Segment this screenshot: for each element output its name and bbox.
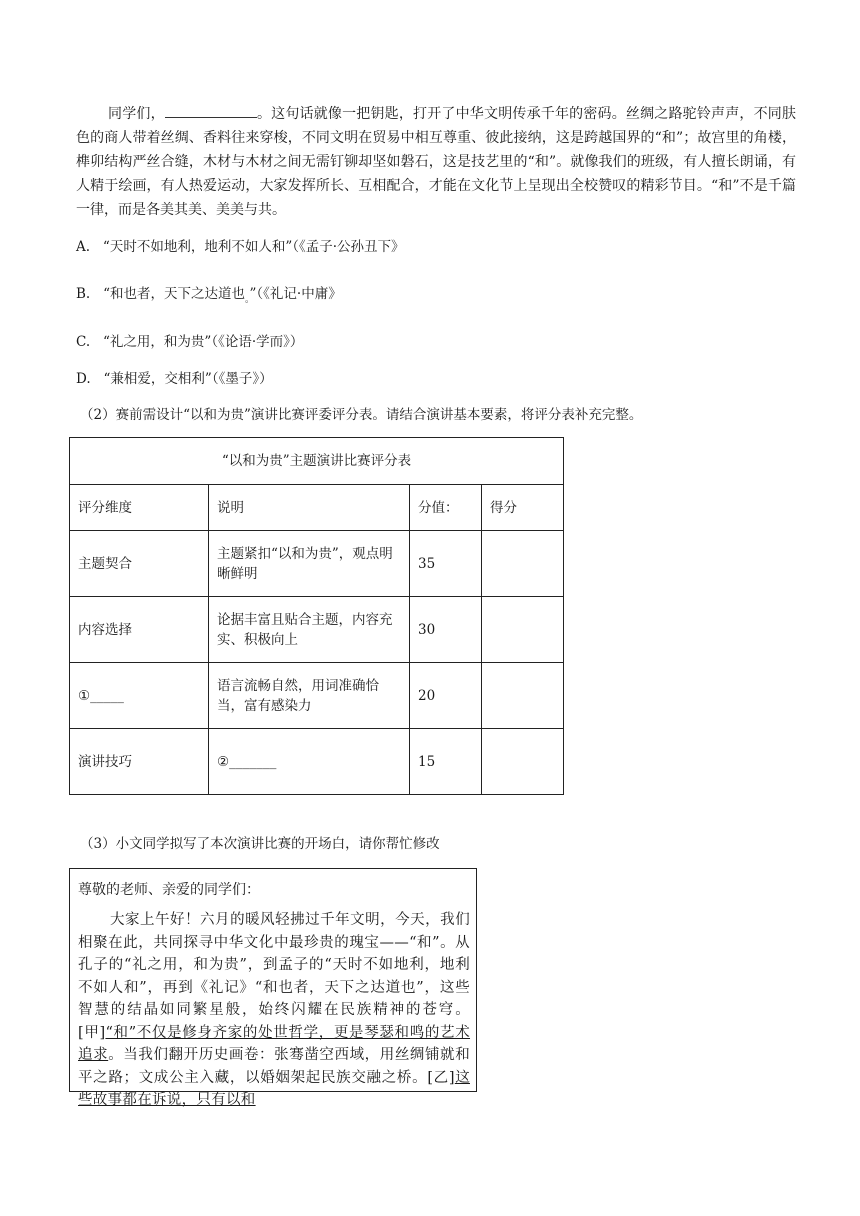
fill-blank [165,103,257,118]
yi-marker: [乙] [427,1069,455,1086]
table-row [70,729,564,795]
row-got[interactable] [482,597,564,663]
option-text: “礼之用，和为贵”（《论语·学而》） [103,334,304,350]
option-letter: C. [76,334,91,350]
option-text-end: ”（《礼记·中庸》 [249,286,342,302]
header-description: 说明 [209,485,410,531]
row-dimension: 内容选择 [70,597,209,663]
option-a [76,235,405,255]
row-score: 20 [410,663,482,729]
passage-start: 同学们， [108,106,165,122]
speech-salutation: 尊敬的老师、亲爱的同学们： [78,882,260,898]
option-letter: A. [76,239,91,255]
speech-part2: 。当我们翻开历史画卷：张骞凿空西域，用丝绸铺就和平之路；文成公主入藏，以婚姻架起民族交融之桥。 [78,1047,470,1086]
row-got[interactable] [482,663,564,729]
header-got: 得分 [482,485,564,531]
row-description[interactable]: ②_______ [209,729,410,795]
option-c [76,330,303,350]
jia-marker: [甲] [78,1024,106,1041]
option-text: “和也者，天下之达道也 [103,286,245,302]
jia-sentence: “和”不仅是修身齐家的处世哲学，更是琴瑟和鸣的艺术追求 [78,1024,471,1063]
question-2: （2）赛前需设计“以和为贵”演讲比赛评委评分表。请结合演讲基本要素，将评分表补充完整。 [80,407,643,423]
option-d [76,367,273,387]
row-dimension: 主题契合 [70,531,209,597]
score-table [69,437,564,795]
speech-box [69,868,477,1108]
option-text: “兼相爱，交相利”（《墨子》） [103,371,273,387]
table-row [70,531,564,597]
row-description: 论据丰富且贴合主题，内容充实、积极向上 [209,597,410,663]
row-dimension[interactable]: ①_____ [70,663,209,729]
option-b [76,282,342,305]
table-title: “以和为贵”主题演讲比赛评分表 [70,438,564,485]
table-row [70,663,564,729]
passage-rest: 。这句话就像一把钥匙，打开了中华文明传承千年的密码。丝绸之路驼铃声声，不同肤色的商人带着丝绸、香料往来穿梭，不同文明在贸易中相互尊重、彼此接纳，这是跨越国界的“和”；故宫里的角楼，榫卯结构严丝合缝，木材与木材之间无需钉铆却坚如磐石，这是技艺里的“和”。就像我们的班级，有人擅长朗诵，有人精于绘画，有人热爱运动，大家发挥所长、互相配合，才能在文化节上呈现出全校赞叹的精彩节目。“和”不是千篇一律，而是各美其美、美美与共。 [76,106,797,218]
row-description: 语言流畅自然，用词准确恰当，富有感染力 [209,663,410,729]
option-text: “天时不如地利，地利不如人和”（《孟子·公孙丑下》 [102,239,405,255]
row-score: 30 [410,597,482,663]
yi-sentence: 这些故事都在诉说，只有以和 [78,1069,470,1108]
row-description: 主题紧扣“以和为贵”，观点明晰鲜明 [209,531,410,597]
question-3: （3）小文同学拟写了本次演讲比赛的开场白，请你帮忙修改 [80,836,440,852]
row-dimension: 演讲技巧 [70,729,209,795]
table-row [70,597,564,663]
header-score: 分值： [410,485,482,531]
header-dimension: 评分维度 [70,485,209,531]
row-score: 15 [410,729,482,795]
speech-body [78,909,470,1112]
row-score: 35 [410,531,482,597]
row-got[interactable] [482,531,564,597]
speech-part1: 大家上午好！六月的暖风轻拂过千年文明，今天，我们相聚在此，共同探寻中华文化中最珍贵的瑰宝——“和”。从孔子的“礼之用，和为贵”，到孟子的“天时不如地利，地利不如人和”，再到《礼记》“和也者，天下之达道也”，这些智慧的结晶如同繁星般，始终闪耀在民族精神的苍穹。 [78,912,470,1018]
option-mark: 。 [245,295,250,305]
option-letter: B. [76,286,91,302]
passage-paragraph [76,102,796,222]
option-letter: D. [76,371,91,387]
row-got[interactable] [482,729,564,795]
